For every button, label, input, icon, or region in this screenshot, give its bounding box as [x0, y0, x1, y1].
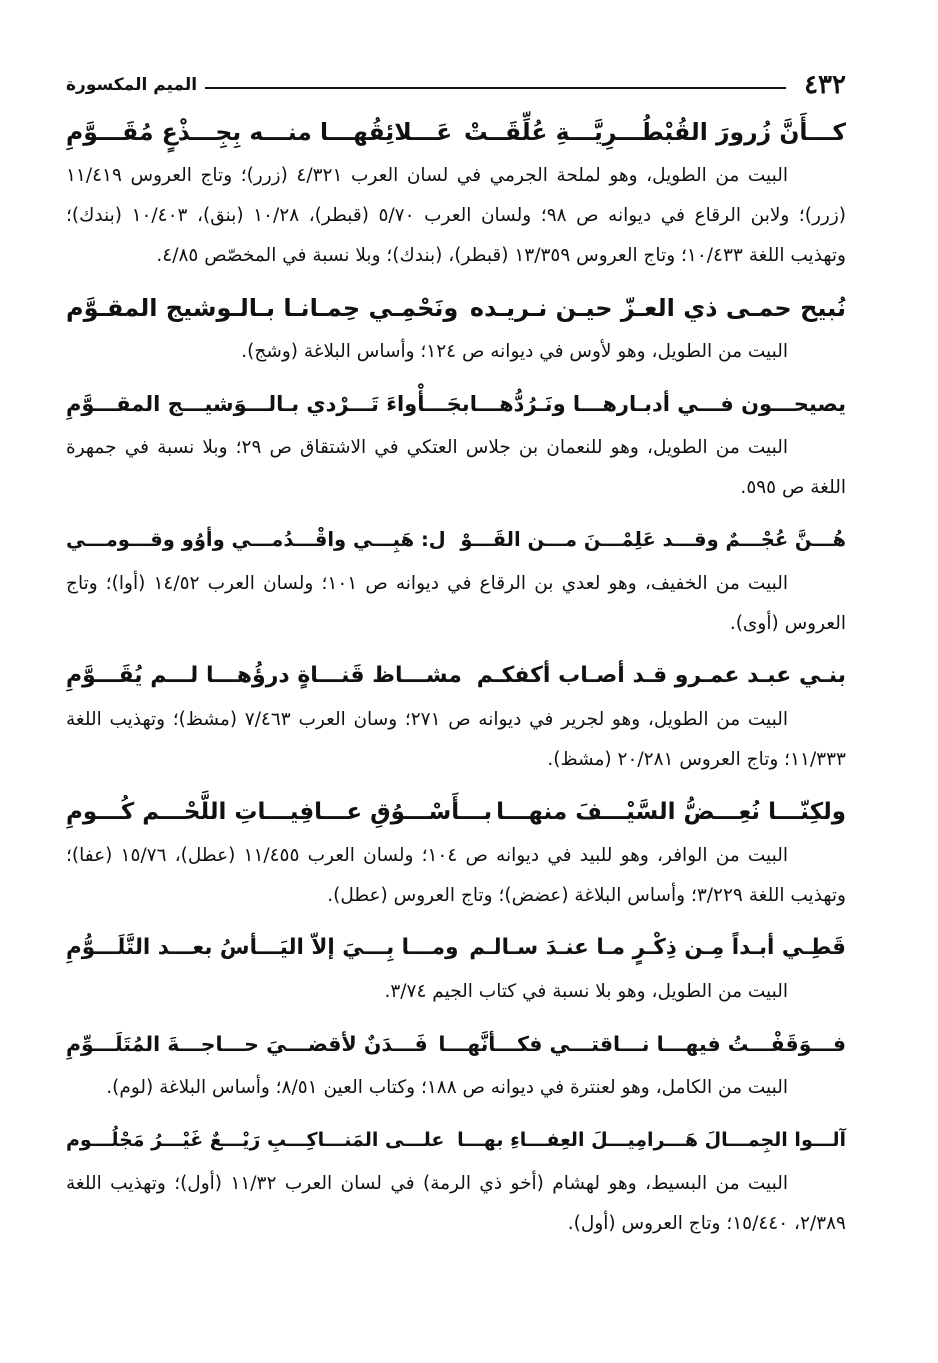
verse-note: البيت من الخفيف، وهو لعدي بن الرقاع في ديوانه ص ١٠١؛ ولسان العرب ١٤/٥٢ (أوا)؛ وتاج العروس (أوى). — [66, 573, 846, 634]
verse-line — [66, 788, 846, 836]
verse-second-hemistich: علـــى المَنـــاكِـــبِ رَيْـــعٌ غَيْـــرُ مَجْلُـــوم — [66, 1129, 445, 1151]
verse-entry — [66, 1116, 846, 1248]
verse-line — [66, 1020, 846, 1068]
verse-line — [66, 380, 846, 428]
verse-note: البيت من الكامل، وهو لعنترة في ديوانه ص ١٨٨؛ وكتاب العين ٨/٥١؛ وأساس البلاغة (لوم). — [106, 1077, 788, 1098]
verse-entry — [66, 108, 846, 280]
verse-entry — [66, 924, 846, 1016]
verse-second-hemistich: ونَحْمِـي حِمـانـا بـالـوشيج المقـوَّم — [66, 294, 459, 322]
verse-first-hemistich: قَطِـي أبـداً مِـن ذِكْـرٍ مـا عنـدَ سـالـم — [469, 935, 846, 960]
verse-second-hemistich: مشـــاظ قَنـــاةٍ درؤُهـــا لـــم يُقَـــوَّمِ — [66, 663, 462, 688]
verse-first-hemistich: آلـــوا الجِمـــالَ هَـــرامِيـــلَ العِفـــاءِ بهـــا — [457, 1129, 846, 1151]
verse-second-hemistich: ل: هَبِـــي واقْـــدُمـــي وأوُو وقـــومـــي — [66, 528, 446, 551]
verse-second-hemistich: ومـــا بِـــيَ إلاّ اليَـــأسُ بعـــد التَّلَـــوُّمِ — [66, 935, 459, 960]
verse-note: البيت من البسيط، وهو لهشام (أخو ذي الرمة) في لسان العرب ١١/٣٢ (أول)؛ وتهذيب اللغة ٢/٣٨٩، ١٥/٤٤٠؛ وتاج العروس (أول). — [66, 1173, 846, 1234]
verse-first-hemistich: بنـي عبـد عمـرو قـد أصـاب أكفكـم — [476, 663, 846, 688]
verse-entry — [66, 788, 846, 920]
document-page — [66, 66, 846, 1248]
page-header — [66, 66, 846, 104]
verse-first-hemistich: كـــأَنَّ زُرورَ القُبْطُـــرِيَّـــةِ عُلِّقَــتْ — [463, 118, 846, 146]
page-number: ٤٣٢ — [804, 70, 846, 100]
verse-first-hemistich: هُـــنَّ عُجْـــمٌ وقـــد عَلِمْـــنَ مـــن القَـــوْ — [460, 528, 846, 551]
verse-first-hemistich: ولكِنّـــا نُعِـــضُّ السَّيْـــفَ منهـــا — [496, 799, 846, 825]
verse-entry — [66, 652, 846, 784]
verse-note: البيت من الوافر، وهو للبيد في ديوانه ص ١٠٤؛ ولسان العرب ١١/٤٥٥ (عطل)، ١٥/٧٦ (عفا)؛ وتهذيب اللغة ٣/٢٢٩؛ وأساس البلاغة (عضض)؛ وتاج العروس (عطل). — [66, 845, 846, 906]
verse-line — [66, 516, 846, 564]
verse-entry — [66, 284, 846, 376]
verse-first-hemistich: نُبيح حمـى ذي العـزّ حيـن نـريـده — [469, 294, 846, 322]
running-title: الميم المكسورة — [66, 75, 198, 95]
verse-note: البيت من الطويل، وهو لملحة الجرمي في لسان العرب ٤/٣٢١ (زرر)؛ وتاج العروس ١١/٤١٩ (زرر)؛ ولابن الرقاع في ديوانه ص ٩٨؛ ولسان العرب ٥/٧٠ (قبطر)، ١٠/٢٨ (بنق)، ١٠/٤٠٣ (بندك)؛ وتهذيب اللغة ١٠/٤٣٣؛ وتاج العروس ١٣/٣٥٩ (قبطر)، (بندك)؛ وبلا نسبة في المخصّص ٤/٨٥. — [66, 165, 846, 266]
verse-line — [66, 284, 846, 332]
verse-second-hemistich: عَـــلائِقُهـــا منـــه بِجِـــذْعٍ مُقَـــوَّمِ — [66, 118, 453, 146]
verse-entry — [66, 1020, 846, 1112]
verse-note: البيت من الطويل، وهو بلا نسبة في كتاب الجيم ٣/٧٤. — [384, 981, 788, 1002]
verse-note: البيت من الطويل، وهو للنعمان بن جلاس العتكي في الاشتقاق ص ٢٩؛ وبلا نسبة في جمهرة اللغة ص ٥٩٥. — [66, 437, 846, 498]
verse-line — [66, 108, 846, 156]
verse-second-hemistich: بجَـــأْواءَ تَـــرْدي بـالـــوَشيـــج المقـــوَّمِ — [66, 392, 470, 416]
header-rule — [205, 87, 786, 89]
verse-first-hemistich: يصيحـــون فـــي أدبـارهـــا ونَـرُدُّهـــا — [469, 392, 846, 416]
verse-line — [66, 924, 846, 972]
verse-entry — [66, 516, 846, 648]
verse-entry — [66, 380, 846, 512]
verse-line — [66, 652, 846, 700]
verse-line — [66, 1116, 846, 1164]
verse-note: البيت من الطويل، وهو لأوس في ديوانه ص ١٢٤؛ وأساس البلاغة (وشج). — [241, 341, 788, 362]
verse-note: البيت من الطويل، وهو لجرير في ديوانه ص ٢٧١؛ وسان العرب ٧/٤٦٣ (مشظ)؛ وتهذيب اللغة ١١/٣٣٣؛ وتاج العروس ٢٠/٢٨١ (مشظ). — [66, 709, 846, 770]
verse-second-hemistich: فَـــدَنٌ لأقضـــيَ حـــاجـــةَ المُتَلَـــوِّمِ — [66, 1032, 428, 1056]
verse-second-hemistich: بـــأَسْـــوُقِ عـــافِيـــاتِ اللَّحْـــم كُـــومِ — [66, 799, 493, 825]
verse-first-hemistich: فـــوَقَفْـــتُ فيهـــا نـــاقتـــي فكـــأنَّهـــا — [438, 1032, 846, 1056]
